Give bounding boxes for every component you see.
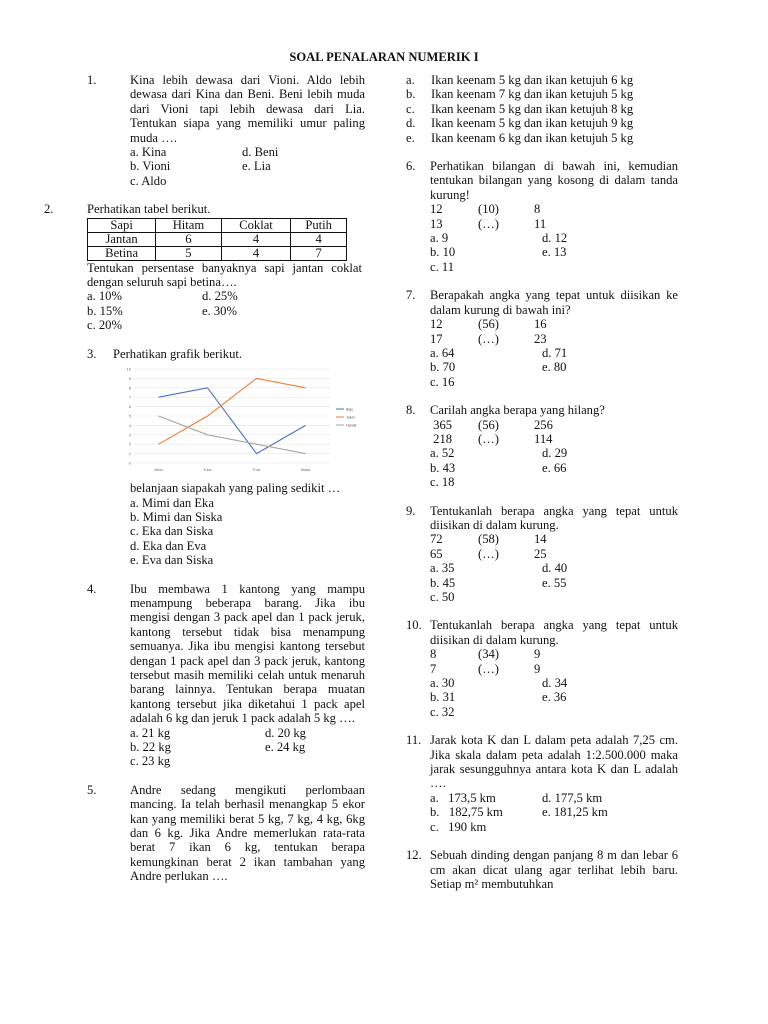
option-b[interactable]: b. 45 <box>430 575 456 590</box>
option-e[interactable]: e. 66 <box>542 460 567 475</box>
option-e[interactable] <box>406 131 678 145</box>
question-text: belanjaan siapakah yang paling sedikit … <box>130 481 341 496</box>
option-c[interactable]: c. Aldo <box>130 173 167 188</box>
table-header-cell: Coklat <box>221 218 291 232</box>
series-cell: 9 <box>534 647 541 662</box>
question-2 <box>44 202 365 216</box>
option-b[interactable]: b. 31 <box>430 690 456 705</box>
option-d[interactable]: d. 177,5 km <box>542 790 603 805</box>
right-column <box>406 73 678 891</box>
option-c[interactable]: c. 11 <box>430 259 455 274</box>
question-text: Perhatikan bilangan di bawah ini, kemudian tentukan bilangan yang kosong di dalam tanda kurung! <box>430 159 678 202</box>
question-text: Andre sedang mengikuti perlombaan mancing. Ia telah berhasil menangkap 5 ekor kan yang memiliki berat 5 kg, 7 kg, 4 kg, 6kg dan 6 kg. Jika Andre memerlukan rata-rata berat 7 ikan 6 kg, tentukan berapa kemungkinan berat 2 ikan tambahan yang Andre perlukan …. <box>130 782 365 884</box>
options <box>430 791 678 834</box>
table-cell: 4 <box>291 232 347 246</box>
options <box>130 726 365 769</box>
option-a[interactable] <box>406 73 678 87</box>
question-1 <box>87 73 365 188</box>
question-number: 3. <box>87 346 97 361</box>
question-number: 12. <box>406 848 422 863</box>
question-number: 6. <box>406 159 416 174</box>
question-intro: Perhatikan grafik berikut. <box>113 346 243 361</box>
table-cell: 7 <box>291 246 347 260</box>
options <box>430 446 678 489</box>
option-e[interactable]: e. 80 <box>542 360 567 375</box>
option-a[interactable]: a. 21 kg <box>130 725 171 740</box>
series-cell: 16 <box>534 317 547 332</box>
option-b[interactable]: b. 22 kg <box>130 740 171 754</box>
question-text: Berapakah angka yang tepat untuk diisikan ke dalam kurung di bawah ini? <box>430 288 678 317</box>
series-cell: 23 <box>534 331 547 346</box>
series-line <box>159 378 306 444</box>
x-tick-label: Siska <box>300 467 311 473</box>
question-number: 8. <box>406 403 416 418</box>
question-8 <box>406 403 678 489</box>
option-b[interactable]: b. Vioni <box>130 159 171 174</box>
question-text: Ibu membawa 1 kantong yang mampu menampung beberapa barang. Jika ibu mengisi dengan 3 pack apel dan 1 pack jeruk, kantong tersebut tidak bisa menampung semuanya. Jika ibu mengisi kantong tersebut dengan 1 pack apel dan 3 pack jeruk, kantong tersebut masih memiliki celah untuk menaruh barang lainnya. Tentukan berapa muatan kantong tersebut jika diketahui 1 pack apel adalah 6 kg dan jeruk 1 pack adalah 5 kg …. <box>130 581 365 726</box>
option-text: Ikan keenam 5 kg dan ikan ketujuh 6 kg <box>431 73 634 87</box>
table-cell: 4 <box>221 246 291 260</box>
table-header-row <box>88 218 347 232</box>
option-letter: e. <box>406 130 415 145</box>
question-10 <box>406 618 678 719</box>
question-text: Tentukan persentase banyaknya sapi jantan coklat dengan seluruh sapi betina…. <box>87 260 362 290</box>
option-b[interactable]: b. 10 <box>430 245 456 260</box>
number-series <box>430 418 678 447</box>
y-tick-label: 6 <box>128 404 131 410</box>
series-cell: 12 <box>430 317 443 332</box>
option-c[interactable]: c. 32 <box>430 704 455 719</box>
legend-label: Jaket <box>346 415 355 420</box>
option-b[interactable]: b. 182,75 km <box>430 805 503 820</box>
question-3 <box>87 347 365 568</box>
y-tick-label: 2 <box>128 441 131 447</box>
cattle-table <box>87 218 347 261</box>
table-header-cell: Sapi <box>88 218 156 232</box>
option-d[interactable]: d. Beni <box>242 145 279 160</box>
chart-svg <box>120 363 360 481</box>
series-cell: 12 <box>430 202 443 217</box>
left-column <box>44 73 365 884</box>
option-a[interactable]: a. 52 <box>430 446 455 461</box>
option-d[interactable]: d. 40 <box>542 561 568 576</box>
legend-label: Handk <box>346 423 357 428</box>
series-cell: (…) <box>478 331 499 346</box>
y-tick-label: 7 <box>128 394 131 400</box>
option-text: Ikan keenam 6 kg dan ikan ketujuh 5 kg <box>431 130 634 145</box>
q2-table-wrap <box>87 218 365 333</box>
option-e[interactable]: e. 181,25 km <box>542 805 608 820</box>
question-7 <box>406 288 678 389</box>
option-b[interactable]: b. 43 <box>430 460 456 475</box>
series-cell: (58) <box>478 532 499 547</box>
option-d[interactable]: d. 20 kg <box>265 725 306 740</box>
option-e[interactable]: e. Eva dan Siska <box>130 553 214 568</box>
table-header-cell: Hitam <box>156 218 221 232</box>
option-c[interactable] <box>406 102 678 116</box>
option-a[interactable]: a. 9 <box>430 231 449 246</box>
option-text: Ikan keenam 5 kg dan ikan ketujuh 9 kg <box>431 116 634 131</box>
series-cell: 365 <box>430 417 453 432</box>
question-text: Kina lebih dewasa dari Vioni. Aldo lebih dewasa dari Kina dan Beni. Beni lebih muda dari Vioni tapi lebih dewasa dari Lia. Tentukan siapa yang memiliki umur paling muda …. <box>130 73 365 145</box>
option-e[interactable]: e. 55 <box>542 575 567 590</box>
option-d[interactable]: d. 29 <box>542 446 568 461</box>
y-tick-label: 0 <box>128 460 131 466</box>
question-4 <box>87 582 365 769</box>
legend-label: Baju <box>346 407 354 412</box>
table-cell: 5 <box>156 246 221 260</box>
y-tick-label: 5 <box>128 413 131 419</box>
option-a[interactable]: a. 10% <box>87 289 122 304</box>
option-a[interactable]: a. 30 <box>430 676 455 691</box>
series-cell: 8 <box>534 202 541 217</box>
option-d[interactable]: d. 34 <box>542 676 568 691</box>
table-row <box>88 246 347 260</box>
series-cell: 9 <box>534 661 541 676</box>
x-tick-label: Eka <box>204 467 211 473</box>
option-d[interactable]: d. 25% <box>202 289 238 304</box>
number-series <box>430 647 678 676</box>
series-cell: 8 <box>430 647 437 662</box>
series-cell: 13 <box>430 216 443 231</box>
option-letter: a. <box>406 73 415 87</box>
series-cell: 72 <box>430 532 443 547</box>
series-cell: (34) <box>478 647 499 662</box>
question-11 <box>406 733 678 834</box>
y-tick-label: 1 <box>128 451 131 457</box>
series-cell: 25 <box>534 546 547 561</box>
table-cell: Jantan <box>88 232 156 246</box>
series-cell: 65 <box>430 546 443 561</box>
question-number: 2. <box>44 202 54 217</box>
option-a[interactable]: a. Kina <box>130 145 167 160</box>
option-e[interactable]: e. 36 <box>542 690 567 705</box>
question-intro: Perhatikan tabel berikut. <box>87 202 211 217</box>
option-text: Ikan keenam 5 kg dan ikan ketujuh 8 kg <box>431 101 634 116</box>
question-text: Jarak kota K dan L dalam peta adalah 7,25 cm. Jika skala dalam peta adalah 1:2.500.000 maka jarak sesungguhnya antara kota K dan L adalah …. <box>430 733 678 791</box>
option-e[interactable]: e. Lia <box>242 159 271 174</box>
option-a[interactable]: a. 64 <box>430 345 455 360</box>
series-cell: 14 <box>534 532 547 547</box>
series-cell: (…) <box>478 546 499 561</box>
number-series <box>430 202 678 231</box>
question-text: Carilah angka berapa yang hilang? <box>430 403 605 418</box>
x-tick-label: Mimi <box>154 467 163 473</box>
option-c[interactable]: c. 50 <box>430 590 455 604</box>
y-tick-label: 9 <box>128 375 131 381</box>
option-b[interactable]: b. Mimi dan Siska <box>130 509 223 524</box>
series-cell: 114 <box>534 431 553 446</box>
table-cell: 4 <box>221 232 291 246</box>
question-number: 4. <box>87 581 97 596</box>
option-a[interactable]: a. 173,5 km <box>430 790 496 805</box>
question-number: 9. <box>406 503 416 518</box>
series-cell: (…) <box>478 661 499 676</box>
options <box>430 676 678 719</box>
table-header-cell: Putih <box>291 218 347 232</box>
option-c[interactable]: c. 16 <box>430 374 455 389</box>
shopping-line-chart <box>120 363 360 481</box>
option-d[interactable]: d. Eka dan Eva <box>130 538 207 553</box>
option-b[interactable]: b. 70 <box>430 360 456 375</box>
series-cell: 256 <box>534 417 553 432</box>
question-text: Sebuah dinding dengan panjang 8 m dan lebar 6 cm akan dicat ulang agar terlihat lebih baru. Setiap m² membutuhkan <box>430 848 678 891</box>
option-c[interactable]: c. 23 kg <box>130 754 171 769</box>
question-5 <box>87 783 365 884</box>
series-cell: (…) <box>478 216 499 231</box>
option-text: Ikan keenam 7 kg dan ikan ketujuh 5 kg <box>431 87 634 102</box>
option-a[interactable]: a. Mimi dan Eka <box>130 495 214 510</box>
option-d[interactable] <box>406 116 678 130</box>
number-series <box>430 317 678 346</box>
series-cell: (56) <box>478 317 499 332</box>
options <box>87 289 365 332</box>
question-9 <box>406 504 678 605</box>
option-e[interactable]: e. 13 <box>542 245 567 260</box>
option-c[interactable]: c. 20% <box>87 318 122 333</box>
series-cell: (56) <box>478 417 499 432</box>
question-text: Tentukanlah berapa angka yang tepat untuk diisikan di dalam kurung. <box>430 503 678 532</box>
series-cell: 7 <box>430 661 437 676</box>
question-number: 11. <box>406 733 422 748</box>
table-cell: Betina <box>88 246 156 260</box>
option-letter: c. <box>406 101 415 116</box>
y-tick-label: 8 <box>128 385 131 391</box>
question-number: 7. <box>406 288 416 303</box>
option-b[interactable]: b. 15% <box>87 303 123 318</box>
option-letter: d. <box>406 116 416 131</box>
options <box>130 145 365 188</box>
option-c[interactable]: c. Eka dan Siska <box>130 524 214 539</box>
options <box>430 346 678 389</box>
series-cell: (…) <box>478 431 499 446</box>
option-a[interactable]: a. 35 <box>430 561 455 576</box>
option-c[interactable]: c. 18 <box>430 475 455 490</box>
question-6 <box>406 159 678 274</box>
option-letter: b. <box>406 87 416 102</box>
page-title: SOAL PENALARAN NUMERIK I <box>289 50 479 64</box>
options <box>430 561 678 604</box>
options <box>130 496 365 568</box>
question-12 <box>406 848 678 891</box>
series-cell: 218 <box>430 431 453 446</box>
option-e[interactable]: e. 24 kg <box>265 740 306 754</box>
question-text: Tentukanlah berapa angka yang tepat untuk diisikan di dalam kurung. <box>430 618 678 647</box>
options <box>430 231 678 274</box>
x-tick-label: Eva <box>253 467 260 473</box>
series-cell: 17 <box>430 331 443 346</box>
option-e[interactable]: e. 30% <box>202 303 237 318</box>
question-number: 1. <box>87 73 97 87</box>
table-cell: 6 <box>156 232 221 246</box>
option-c[interactable]: c. 190 km <box>430 819 487 834</box>
y-tick-label: 10 <box>126 366 131 372</box>
option-b[interactable] <box>406 87 678 101</box>
y-tick-label: 3 <box>128 432 131 438</box>
series-cell: (10) <box>478 202 499 217</box>
question-number: 10. <box>406 618 422 633</box>
series-cell: 11 <box>534 216 547 231</box>
option-d[interactable]: d. 12 <box>542 231 568 246</box>
option-d[interactable]: d. 71 <box>542 345 568 360</box>
table-row <box>88 232 347 246</box>
q5-options <box>406 73 678 145</box>
number-series <box>430 532 678 561</box>
question-number: 5. <box>87 782 97 797</box>
y-tick-label: 4 <box>128 422 131 428</box>
